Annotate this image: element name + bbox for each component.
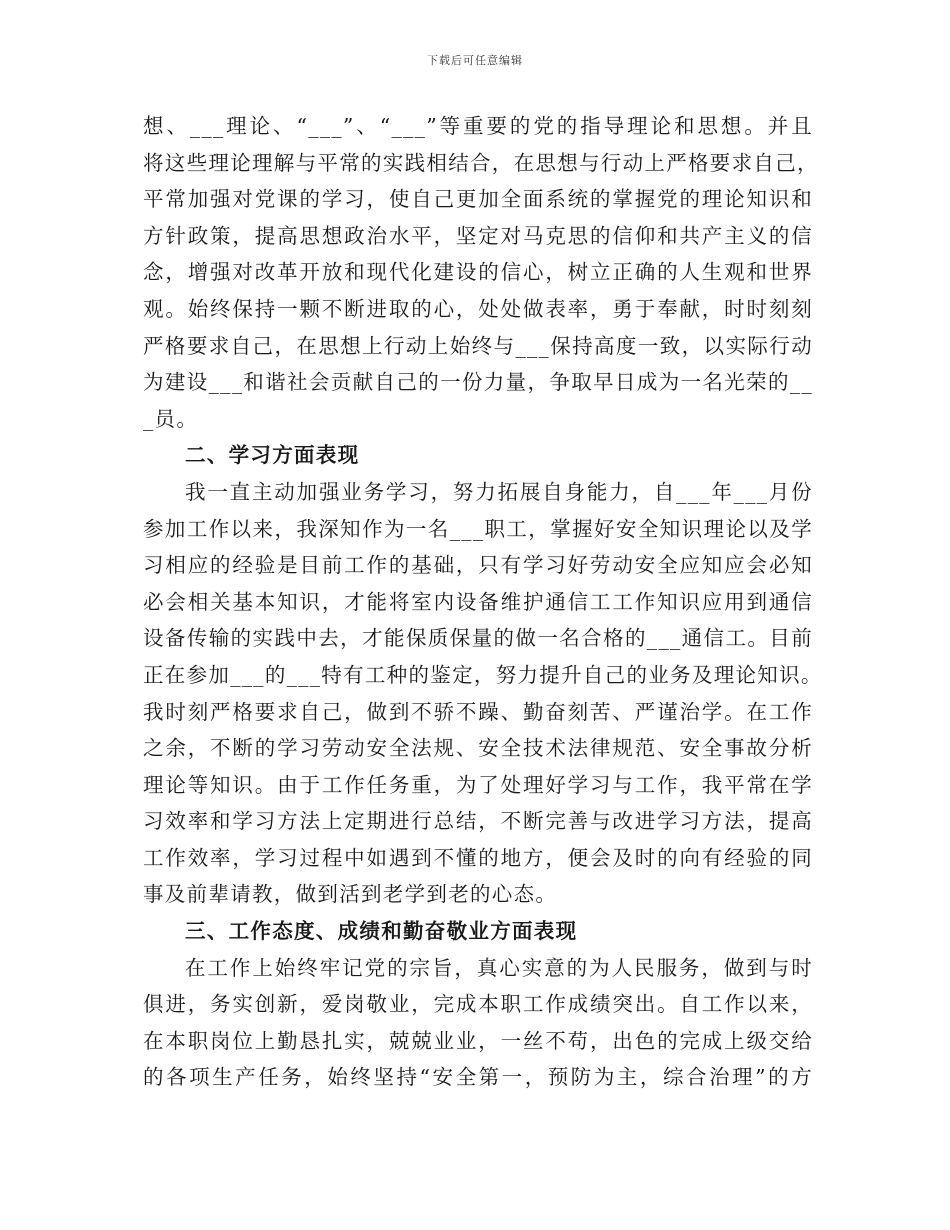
paragraph-line: 念，增强对改革开放和现代化建设的信心，树立正确的人生观和世界 bbox=[143, 260, 813, 285]
section-heading: 二、学习方面表现 bbox=[185, 443, 360, 468]
section-1-continued bbox=[143, 108, 819, 437]
paragraph-line: 习效率和学习方法上定期进行总结，不断完善与改进学习方法，提高 bbox=[143, 809, 813, 834]
paragraph-line: 习相应的经验是目前工作的基础，只有学习好劳动安全应知应会必知 bbox=[143, 553, 813, 578]
section-heading: 三、工作态度、成绩和勤奋敬业方面表现 bbox=[185, 919, 578, 944]
paragraph-line: _员。 bbox=[143, 406, 199, 431]
paragraph-line: 我时刻严格要求自己，做到不骄不躁、勤奋刻苦、严谨治学。在工作 bbox=[143, 699, 813, 724]
paragraph-line: 方针政策，提高思想政治水平，坚定对马克思的信仰和共产主义的信 bbox=[143, 223, 813, 248]
paragraph-line: 的各项生产任务，始终坚持“安全第一，预防为主，综合治理”的方 bbox=[143, 1065, 813, 1090]
paragraph-line: 设备传输的实践中去，才能保质保量的做一名合格的___通信工。目前 bbox=[143, 626, 813, 651]
paragraph-line: 平常加强对党课的学习，使自己更加全面系统的掌握党的理论知识和 bbox=[143, 187, 813, 212]
paragraph-line: 观。始终保持一颗不断进取的心，处处做表率，勇于奉献，时时刻刻 bbox=[143, 296, 813, 321]
paragraph-line: 为建设___和谐社会贡献自己的一份力量，争取早日成为一名光荣的__ bbox=[143, 370, 813, 395]
paragraph-line: 想、___理论、“___”、“___”等重要的党的指导理论和思想。并且 bbox=[143, 114, 813, 138]
paragraph-line: 之余，不断的学习劳动安全法规、安全技术法律规范、安全事故分析 bbox=[143, 736, 813, 761]
paragraph-line: 工作效率，学习过程中如遇到不懂的地方，便会及时的向有经验的同 bbox=[143, 845, 813, 870]
page-header: 下载后可任意编辑 bbox=[427, 54, 523, 67]
section-2 bbox=[143, 437, 823, 913]
paragraph-line: 理论等知识。由于工作任务重，为了处理好学习与工作，我平常在学 bbox=[143, 772, 813, 797]
section-3 bbox=[143, 913, 813, 1096]
paragraph-line: 在本职岗位上勤恳扎实，兢兢业业，一丝不苟，出色的完成上级交给 bbox=[143, 1028, 813, 1053]
paragraph-line: 必会相关基本知识，才能将室内设备维护通信工工作知识应用到通信 bbox=[143, 589, 813, 614]
document-body bbox=[143, 108, 823, 1096]
paragraph-line: 参加工作以来，我深知作为一名___职工，掌握好安全知识理论以及学 bbox=[143, 516, 813, 541]
paragraph-line: 正在参加___的___特有工种的鉴定，努力提升自己的业务及理论知识。 bbox=[143, 662, 823, 687]
paragraph-line: 事及前辈请教，做到活到老学到老的心态。 bbox=[143, 882, 558, 907]
paragraph-line: 在工作上始终牢记党的宗旨，真心实意的为人民服务，做到与时 bbox=[185, 955, 813, 980]
paragraph-line: 我一直主动加强业务学习，努力拓展自身能力，自___年___月份 bbox=[185, 479, 813, 504]
paragraph-line: 将这些理论理解与平常的实践相结合，在思想与行动上严格要求自己， bbox=[143, 150, 819, 175]
paragraph-line: 俱进，务实创新，爱岗敬业，完成本职工作成绩突出。自工作以来， bbox=[143, 992, 813, 1017]
paragraph-line: 严格要求自己，在思想上行动上始终与___保持高度一致，以实际行动 bbox=[143, 333, 813, 358]
